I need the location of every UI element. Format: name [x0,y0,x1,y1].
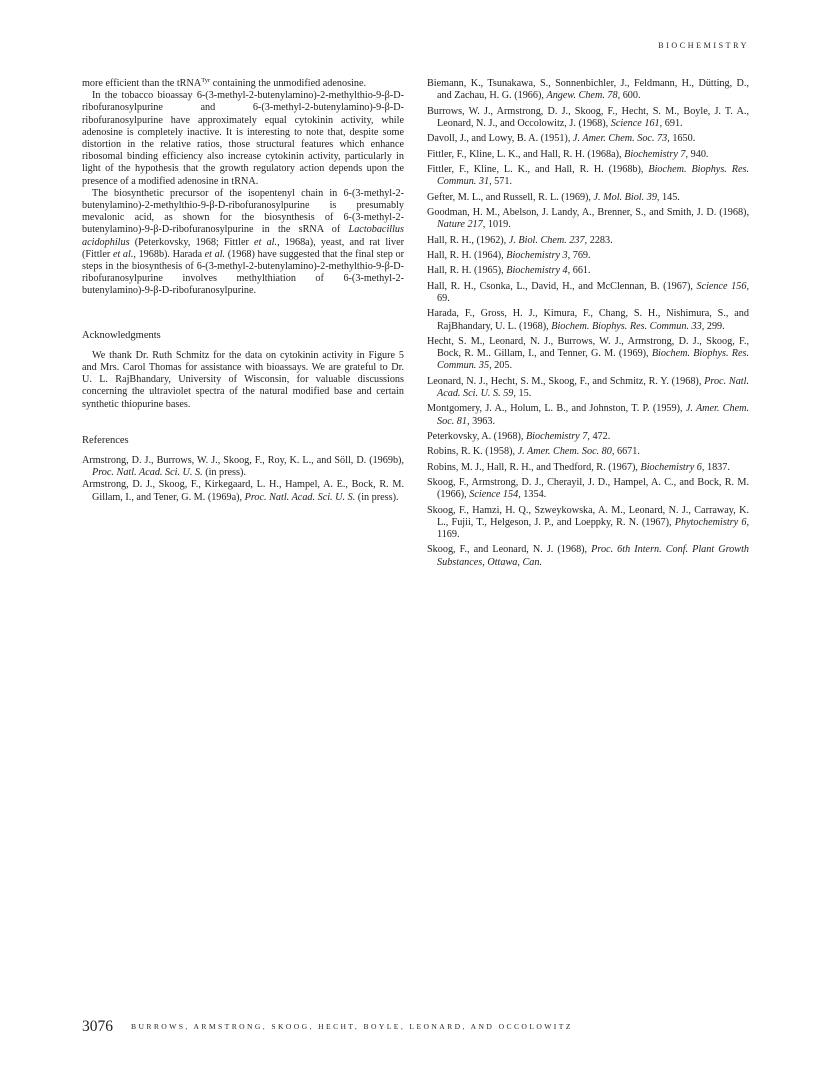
reference-entry: Harada, F., Gross, H. J., Kimura, F., Chang, S. H., Nishimura, S., and RajBhandary, U. L. (1968), Biochem. Biophys. Res. Commun. 33, 299. [427,308,749,332]
reference-entry: Armstrong, D. J., Burrows, W. J., Skoog, F., Roy, K. L., and Söll, D. (1969b), Proc. Natl. Acad. Sci. U. S. (in press). [82,455,404,479]
running-authors: BURROWS, ARMSTRONG, SKOOG, HECHT, BOYLE, LEONARD, AND OCCOLOWITZ [131,1022,573,1031]
acknowledgments-heading: Acknowledgments [82,329,161,341]
reference-entry: Armstrong, D. J., Skoog, F., Kirkegaard, L. H., Hampel, A. E., Bock, R. M. Gillam, I., and Tener, G. M. (1969a), Proc. Natl. Acad. Sci. U. S. (in press). [82,479,404,503]
reference-entry: Goodman, H. M., Abelson, J. Landy, A., Brenner, S., and Smith, J. D. (1968), Nature 217, 1019. [427,206,749,231]
reference-entry: Skoog, F., Armstrong, D. J., Cherayil, J. D., Hampel, A. C., and Bock, R. M. (1966), Science 154, 1354. [427,477,749,501]
reference-entry: Robins, M. J., Hall, R. H., and Thedford, R. (1967), Biochemistry 6, 1837. [427,461,730,473]
reference-entry: Burrows, W. J., Armstrong, D. J., Skoog, F., Hecht, S. M., Boyle, J. T. A., Leonard, N. J., and Occolowitz, J. (1968), Science 161, 691. [427,105,749,129]
reference-entry: Davoll, J., and Lowy, B. A. (1951), J. Amer. Chem. Soc. 73, 1650. [427,133,696,145]
reference-entry: Gefter, M. L., and Russell, R. L. (1969), J. Mol. Biol. 39, 145. [427,191,680,203]
acknowledgments-text: We thank Dr. Ruth Schmitz for the data on cytokinin activity in Figure 5 and Mrs. Carol Thomas for assistance with bioassays. We are grateful to Dr. U. L. RajBhandary, University of Wisconsin, for valuable discussions concerning the ultraviolet spectra of the natural modified base and certain synthetic thiopurine bases. [82,349,404,410]
reference-entry: Biemann, K., Tsunakawa, S., Sonnenbichler, J., Feldmann, H., Dütting, D., and Zachau, H. G. (1966), Angew. Chem. 78, 600. [427,78,749,102]
journal-name-header: BIOCHEMISTRY [658,41,749,50]
reference-entry: Fittler, F., Kline, L. K., and Hall, R. H. (1968b), Biochem. Biophys. Res. Commun. 31, 571. [427,163,749,188]
reference-entry: Skoog, F., Hamzi, H. Q., Szweykowska, A. M., Leonard, N. J., Carraway, K. L., Fujii, T., Helgeson, J. P., and Loeppky, R. N. (1967), Phytochemistry 6, 1169. [427,504,749,541]
body-text [82,78,404,298]
page-footer [82,1018,573,1036]
body-paragraph: In the tobacco bioassay 6-(3-methyl-2-butenylamino)-2-methylthio-9-β-D-ribofuranosylpurine and 6-(3-methyl-2-butenylamino)-9-β-D-ribofuranosylpurine have approximately equal cytokinin activity, while adenosine is completely inactive. It is interesting to note that, despite some distortion in the relative ratios, those structural features which enhance ribosomal binding efficiency also increase cytokinin activity, particularly in light of the hypothesis that the growth regulatory action depends upon the presence of a modified adenosine in tRNA. [82,90,404,187]
reference-entry: Hall, R. H., Csonka, L., David, H., and McClennan, B. (1967), Science 156, 69. [427,280,749,304]
reference-entry: Robins, R. K. (1958), J. Amer. Chem. Soc. 80, 6671. [427,446,640,458]
reference-list-left [82,455,404,504]
reference-entry: Fittler, F., Kline, L. K., and Hall, R. H. (1968a), Biochemistry 7, 940. [427,148,709,160]
reference-entry: Skoog, F., and Leonard, N. J. (1968), Proc. 6th Intern. Conf. Plant Growth Substances, Ottawa, Can. [427,544,749,568]
left-column [82,78,404,504]
references-heading: References [82,434,129,446]
acknowledgments-section [82,350,404,411]
reference-entry: Hall, R. H. (1965), Biochemistry 4, 661. [427,265,591,277]
reference-entry: Hall, R. H., (1962), J. Biol. Chem. 237, 2283. [427,234,613,246]
page-number: 3076 [82,1018,113,1035]
right-column [427,78,749,572]
reference-list-right [427,78,749,569]
reference-entry: Leonard, N. J., Hecht, S. M., Skoog, F., and Schmitz, R. Y. (1968), Proc. Natl. Acad. Sci. U. S. 59, 15. [427,375,749,399]
reference-entry: Hecht, S. M., Leonard, N. J., Burrows, W. J., Armstrong, D. J., Skoog, F., Bock, R. M.. Gillam, I., and Tenner, G. M. (1969), Biochem. Biophys. Res. Commun. 35, 205. [427,335,750,372]
reference-entry: Peterkovsky, A. (1968), Biochemistry 7, 472. [427,430,611,442]
reference-entry: Hall, R. H. (1964), Biochemistry 3, 769. [427,249,591,261]
body-paragraph: more efficient than the tRNA$^{Tyr}$ containing the unmodified adenosine. [82,77,367,89]
reference-entry: Montgomery, J. A., Holum, L. B., and Johnston, T. P. (1959), J. Amer. Chem. Soc. 81, 3963. [427,403,749,427]
body-paragraph: The biosynthetic precursor of the isopentenyl chain in 6-(3-methyl-2-butenylamino)-2-methylthio-9-β-D-ribofuranosylpurine is presumably mevalonic acid, as shown for the biosynthesis of 6-(3-methyl-2-butenylamino)-9-β-D-ribofuranosylpurine in the sRNA of Lactobacillus acidophilus (Peterkovsky, 1968; Fittler et al., 1968a), yeast, and rat liver (Fittler et al., 1968b). Harada et al. (1968) have suggested that the final step or steps in the biosynthesis of 6-(3-methyl-2-butenylamino)-2-methylthio-9-β-D-ribofuranosylpurine involves methylthiation of 6-(3-methyl-2-butenylamino)-9-β-D-ribofuranosylpurine. [82,187,405,297]
